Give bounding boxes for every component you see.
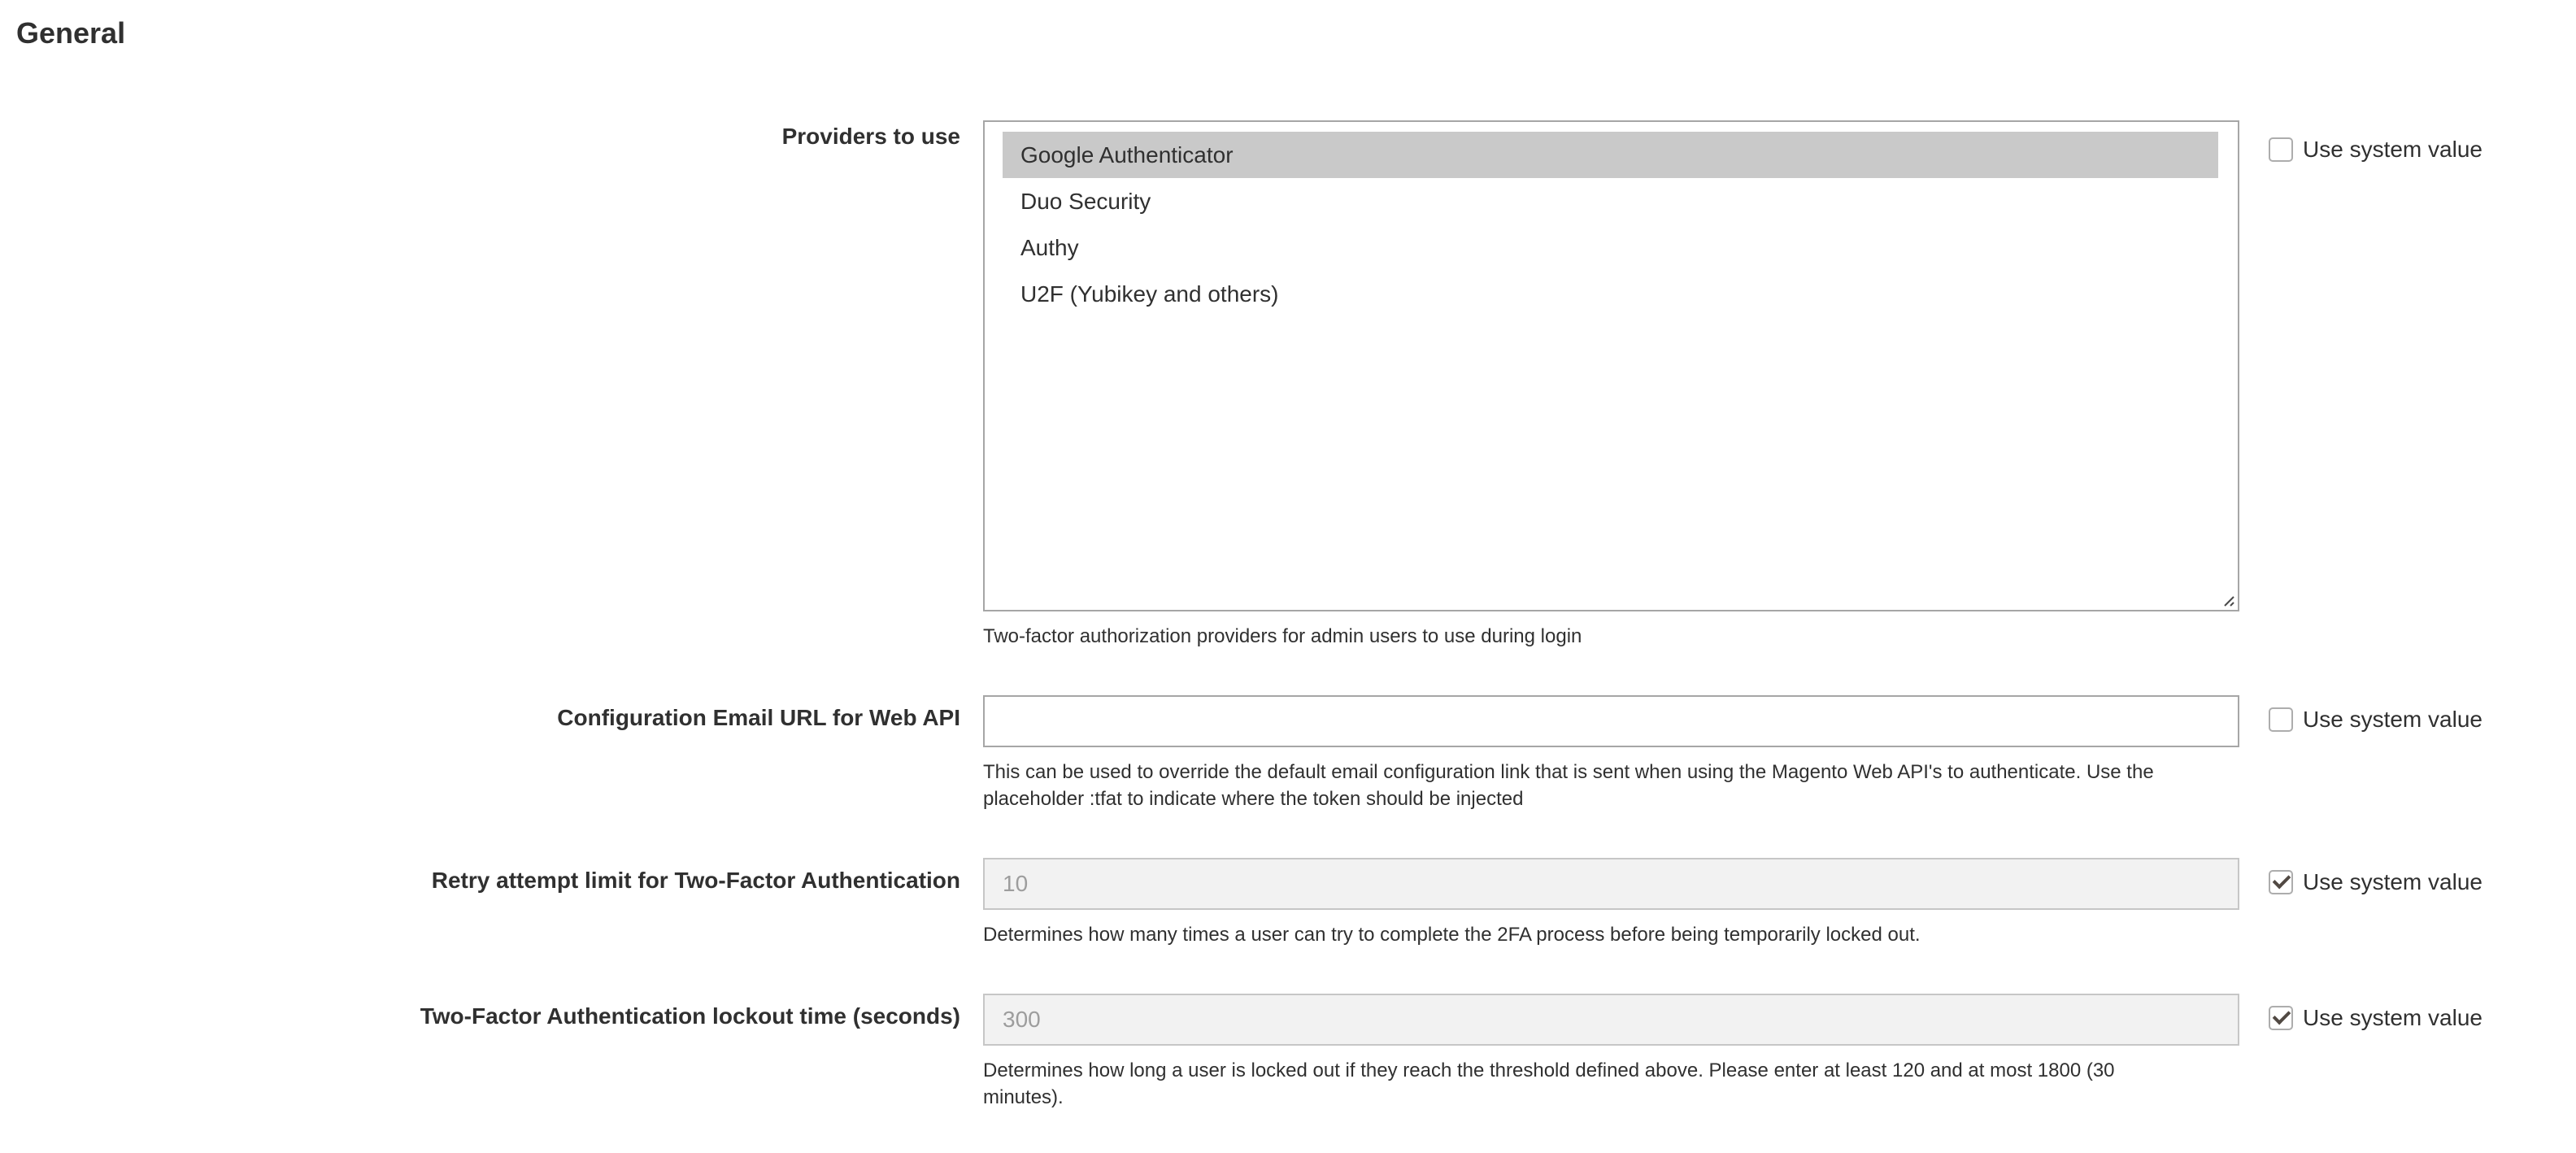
retry-limit-use-system-value-checkbox[interactable] bbox=[2269, 870, 2293, 894]
use-system-value-cell bbox=[2269, 120, 2482, 162]
config-email-url-field-label: Configuration Email URL for Web API bbox=[557, 705, 960, 730]
lockout-time-input bbox=[983, 994, 2239, 1046]
use-system-value-cell bbox=[2269, 695, 2482, 732]
field-cell bbox=[983, 994, 2239, 1111]
retry-limit-field-label: Retry attempt limit for Two-Factor Authentication bbox=[431, 868, 960, 893]
option-u2f[interactable]: U2F (Yubikey and others) bbox=[1020, 281, 1279, 307]
providers-field-label: Providers to use bbox=[781, 124, 960, 149]
use-system-value-label: Use system value bbox=[2303, 137, 2482, 162]
field-cell bbox=[983, 858, 2239, 948]
field-cell bbox=[983, 120, 2239, 650]
providers-option-list bbox=[985, 122, 2238, 317]
general-config-form bbox=[0, 120, 2576, 1111]
label-cell bbox=[0, 994, 983, 1031]
use-system-value-label: Use system value bbox=[2303, 869, 2482, 894]
lockout-time-field-note: Determines how long a user is locked out if they reach the threshold defined above. Please enter at least 120 and at most 1800 (30 minutes). bbox=[983, 1059, 2115, 1108]
lockout-time-use-system-value-checkbox[interactable] bbox=[2269, 1006, 2293, 1030]
option-duo-security[interactable]: Duo Security bbox=[1020, 189, 1151, 214]
config-email-url-field-note: This can be used to override the default email configuration link that is sent when using the Magento Web API's to authenticate. Use the placeholder :tfat to indicate where the token should be injected bbox=[983, 761, 2154, 810]
field-row-lockout-time bbox=[0, 994, 2576, 1111]
retry-limit-field-note: Determines how many times a user can try to complete the 2FA process before being temporarily locked out. bbox=[983, 924, 1921, 946]
label-cell bbox=[0, 695, 983, 733]
providers-field-note: Two-factor authorization providers for admin users to use during login bbox=[983, 625, 1582, 647]
config-email-url-use-system-value-checkbox[interactable] bbox=[2269, 707, 2293, 732]
use-system-value-cell bbox=[2269, 858, 2482, 894]
retry-limit-input bbox=[983, 858, 2239, 910]
field-row-providers bbox=[0, 120, 2576, 650]
use-system-value-label: Use system value bbox=[2303, 707, 2482, 732]
option-authy[interactable]: Authy bbox=[1020, 235, 1079, 260]
page-title: General bbox=[16, 16, 126, 50]
providers-multiselect[interactable] bbox=[983, 120, 2239, 611]
config-email-url-input[interactable] bbox=[983, 695, 2239, 747]
providers-use-system-value-checkbox[interactable] bbox=[2269, 137, 2293, 162]
field-row-config-email-url bbox=[0, 695, 2576, 812]
lockout-time-field-label: Two-Factor Authentication lockout time (seconds) bbox=[420, 1003, 960, 1029]
label-cell bbox=[0, 120, 983, 151]
use-system-value-label: Use system value bbox=[2303, 1005, 2482, 1030]
option-google-authenticator[interactable]: Google Authenticator bbox=[1003, 132, 2218, 178]
resize-grip-icon[interactable] bbox=[2217, 590, 2235, 607]
field-row-retry-limit bbox=[0, 858, 2576, 948]
use-system-value-cell bbox=[2269, 994, 2482, 1030]
field-cell bbox=[983, 695, 2239, 812]
label-cell bbox=[0, 858, 983, 895]
